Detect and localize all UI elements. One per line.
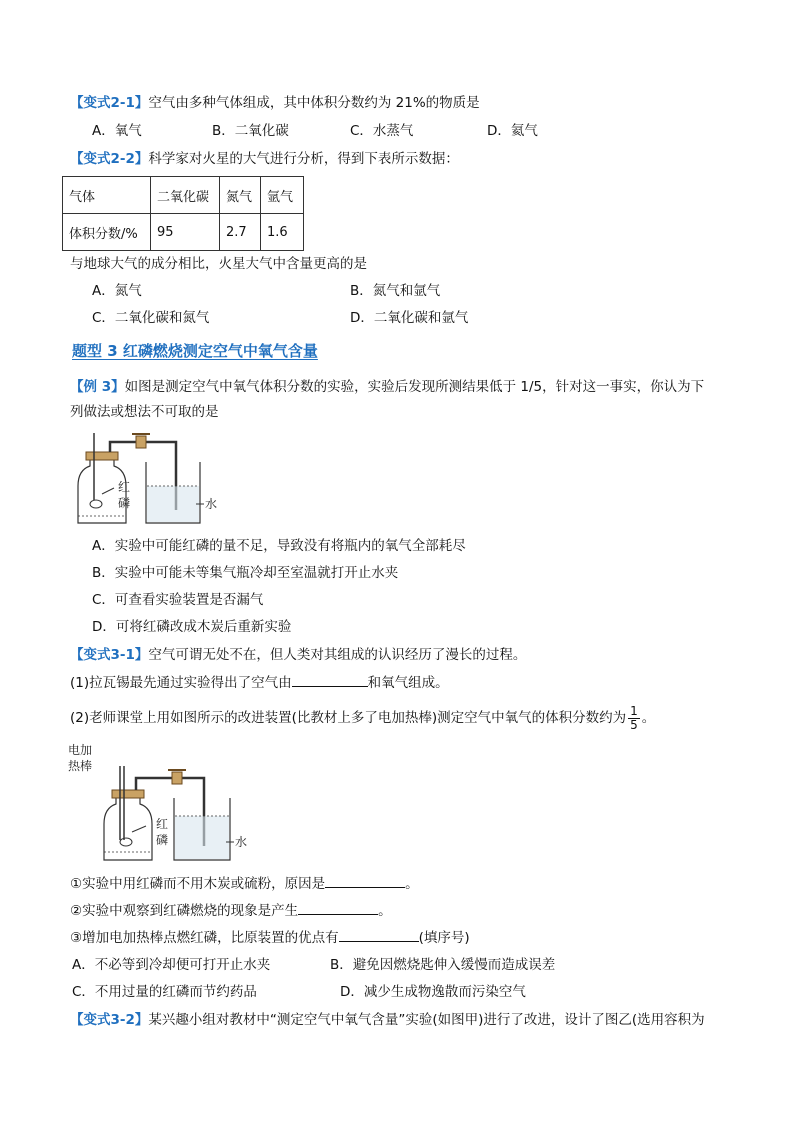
ex3-option-b: B．实验中可能未等集气瓶冷却至室温就打开止水夹 (92, 565, 399, 581)
v31-q2 (70, 900, 392, 921)
table-cell: 氩气 (261, 177, 304, 214)
v32-question-line (70, 1010, 705, 1030)
ex3-option-c: C．可查看实验装置是否漏气 (92, 592, 264, 608)
apparatus-figure-2 (66, 742, 256, 864)
ex3-option-d: D．可将红磷改成木炭后重新实验 (92, 619, 292, 635)
table-cell: 2.7 (220, 214, 261, 251)
v22-tag: 【变式2-2】 (70, 151, 149, 167)
v31-option-b: B．避免因燃烧匙伸入缓慢而造成误差 (330, 957, 556, 973)
v31-question-line (70, 645, 526, 665)
v22-option-d: D．二氧化碳和氩气 (350, 310, 469, 326)
v31-option-a: A．不必等到冷却便可打开止水夹 (72, 957, 271, 973)
table-cell: 95 (151, 214, 220, 251)
ex3-option-a: A．实验中可能红磷的量不足，导致没有将瓶内的氧气全部耗尽 (92, 538, 466, 554)
v31-p1-text-a: (1)拉瓦锡最先通过实验得出了空气由 (70, 675, 292, 691)
section-title: 题型 3 红磷燃烧测定空气中氧气含量 (72, 342, 318, 360)
v21-question-line (70, 93, 480, 113)
v31-question: 空气可谓无处不在，但人类对其组成的认识经历了漫长的过程。 (148, 647, 527, 663)
table-row (63, 214, 304, 251)
v21-option-c: C．水蒸气 (350, 123, 414, 139)
v22-question2: 与地球大气的成分相比，火星大气中含量更高的是 (70, 256, 367, 272)
answer-blank[interactable] (325, 873, 405, 888)
mars-atmosphere-table (62, 176, 304, 251)
v32-tag: 【变式3-2】 (70, 1012, 149, 1028)
v31-option-c: C．不用过量的红磷而节约药品 (72, 984, 257, 1000)
v21-tag: 【变式2-1】 (70, 95, 149, 111)
v31-q3-text-b: (填序号) (418, 930, 470, 946)
label-phosphorus-2: 磷 (156, 833, 169, 847)
v31-p1-text-b: 和氧气组成。 (367, 675, 449, 691)
v21-question: 空气由多种气体组成，其中体积分数约为 21%的物质是 (148, 95, 480, 111)
v22-option-c: C．二氧化碳和氮气 (92, 310, 210, 326)
ex3-tag: 【例 3】 (70, 379, 125, 395)
label-water: 水 (205, 497, 218, 511)
fraction-denominator: 5 (630, 717, 638, 732)
answer-blank[interactable] (339, 927, 419, 942)
v31-q2-text-a: ②实验中观察到红磷燃烧的现象是产生 (70, 903, 299, 919)
v31-option-d: D．减少生成物逸散而污染空气 (340, 984, 526, 1000)
v32-question: 某兴趣小组对教材中“测定空气中氧气含量”实验(如图甲)进行了改进，设计了图乙(选用容积为 (148, 1012, 705, 1028)
ex3-text-1: 如图是测定空气中氧气体积分数的实验，实验后发现所测结果低于 1/5，针对这一事实，你认为下 (124, 379, 705, 395)
label-phosphorus-1: 红 (156, 817, 169, 831)
apparatus-figure-1 (66, 428, 226, 528)
v31-p2-end: 。 (641, 710, 656, 726)
v21-option-a: A．氧气 (92, 123, 142, 139)
v31-q1-text-a: ①实验中用红磷而不用木炭或硫粉，原因是 (70, 876, 326, 892)
label-water: 水 (235, 835, 248, 849)
v22-question-line (70, 149, 459, 169)
v31-p1 (70, 672, 449, 693)
v22-option-a: A．氮气 (92, 283, 142, 299)
answer-blank[interactable] (298, 900, 378, 915)
v31-tag: 【变式3-1】 (70, 647, 149, 663)
v31-q1 (70, 873, 419, 894)
table-cell: 体积分数/% (63, 214, 151, 251)
table-cell: 二氧化碳 (151, 177, 220, 214)
fraction-one-fifth (628, 705, 640, 732)
label-phosphorus-2: 磷 (118, 496, 131, 510)
answer-blank[interactable] (292, 672, 368, 687)
v21-option-b: B．二氧化碳 (212, 123, 289, 139)
table-header-row (63, 177, 304, 214)
v31-q1-text-b: 。 (405, 876, 419, 892)
table-cell: 氮气 (220, 177, 261, 214)
table-cell: 1.6 (261, 214, 304, 251)
label-heater-2: 热棒 (68, 759, 93, 773)
table-cell: 气体 (63, 177, 151, 214)
label-phosphorus-1: 红 (118, 480, 131, 494)
v31-q3-text-a: ③增加电加热棒点燃红磷，比原装置的优点有 (70, 930, 339, 946)
ex3-line2: 列做法或想法不可取的是 (70, 404, 219, 420)
v31-p2-text: (2)老师课堂上用如图所示的改进装置(比教材上多了电加热棒)测定空气中氧气的体积分数约为 (70, 710, 627, 726)
label-heater-1: 电加 (68, 743, 93, 757)
v22-option-b: B．氮气和氩气 (350, 283, 441, 299)
v31-p2 (70, 703, 655, 733)
v31-q2-text-b: 。 (378, 903, 392, 919)
ex3-line1 (70, 377, 704, 397)
v21-option-d: D．氦气 (487, 123, 538, 139)
v22-question: 科学家对火星的大气进行分析，得到下表所示数据： (148, 151, 459, 167)
fraction-numerator: 1 (630, 703, 638, 718)
v31-q3 (70, 927, 470, 948)
